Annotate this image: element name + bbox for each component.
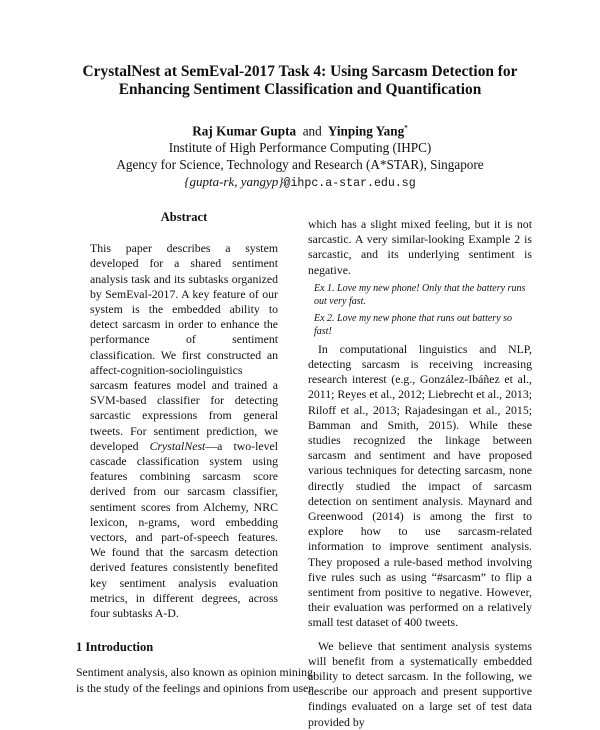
affiliation-1: Institute of High Performance Computing (IHPC) [168,140,432,156]
affiliation-2: Agency for Science, Technology and Research (A*STAR), Singapore [116,157,484,173]
paragraph-related-work: In computational linguistics and NLP, detecting sarcasm is receiving increasing research interest (e.g., González-Ibáñez et al., 2011; Reyes et al., 2012; Liebrecht et al., 2013; Riloff et al., 2013; Rajadesingan et al., 2015; Bamman and Smith, 2015). While these studies recognized the linkage between sarcasm and sentiment and have proposed various techniques for detecting sarcasm, none directly studied the impact of sarcasm detection on sentiment analysis. Maynard and Greenwood (2014) is among the first to explore how to use sarcasm-related information to improve sentiment analysis. They proposed a rule-based method involving five rules such as using “#sarcasm” to flip a sentiment from positive to negative. However, their evaluation was performed on a relatively small test dataset of 400 tweets. [308,341,532,630]
abstract-body: This paper describes a system developed for a shared sentiment analysis task and its subtasks organized by SemEval-2017. A key feature of our system is the embedded ability to detect sarcasm in order to enhance the performance of sentiment classification. We first constructed an affect-cognition-sociolinguistics sarcasm features model and trained a SVM-based classifier for detecting sarcastic expressions from general tweets. For sentiment prediction, we developed CrystalNest—a two-level cascade classification system using features combining sarcasm score derived from our sarcasm classifier, sentiment scores from Alchemy, NRC lexicon, n-grams, word embedding vectors, and part-of-speech features. We found that the sarcasm detection derived features consistently benefited key sentiment analysis evaluation metrics, in different degrees, across four subtasks A-D. [90,241,278,621]
and-word: and [302,123,322,139]
example-2: Ex 2. Love my new phone that runs out battery so fast! [314,312,513,337]
email-prefix: {gupta-rk, yangyp} [184,174,284,190]
author-block [30,120,570,192]
paper-title-line2: Enhancing Sentiment Classification and Quantification [118,81,482,98]
right-column [308,217,532,730]
introduction-body: Sentiment analysis, also known as opinion mining, is the study of the feelings and opinions from user [76,665,316,695]
abstract-heading: Abstract [160,210,208,224]
paragraph-mixed-feeling: which has a slight mixed feeling, but it is not sarcastic. A very similar-looking Example 2 is sarcastic, and its underlying sentiment is negative. [308,217,532,277]
system-name: CrystalNest [149,438,206,453]
author-2: Yinping Yang [327,123,405,139]
author-email[interactable] [30,173,570,192]
author-names: Raj Kumar Gupta and Yinping Yang* [192,123,408,139]
introduction-heading: 1 Introduction [76,640,154,655]
paper-title-line1: CrystalNest at SemEval-2017 Task 4: Using Sarcasm Detection for [82,63,518,80]
paragraph-approach: We believe that sentiment analysis systems will benefit from a systematically embedded ability to detect sarcasm. In the following, we describe our approach and present supportive findings evaluated on a large set of test data provided by [308,638,532,729]
author-1: Raj Kumar Gupta [192,123,297,139]
left-column [76,210,316,696]
example-1: Ex 1. Love my new phone! Only that the battery runs out very fast. [314,282,526,307]
email-suffix: @ihpc.a-star.edu.sg [283,177,416,191]
